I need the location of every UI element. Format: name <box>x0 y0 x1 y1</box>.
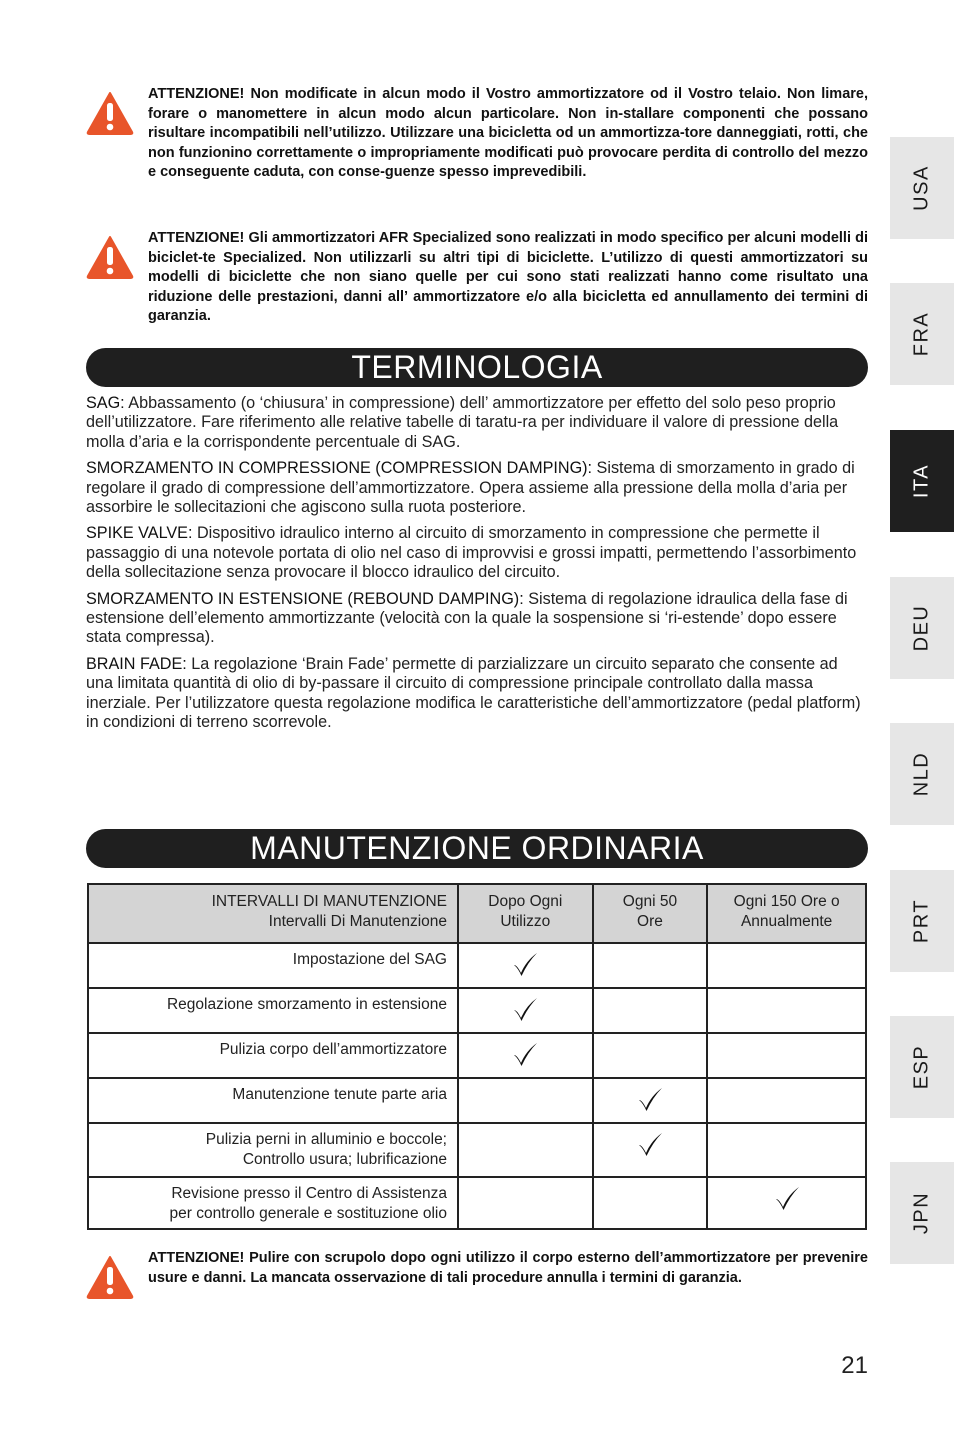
header-line: Ogni 150 Ore o <box>733 893 840 910</box>
task-label: Pulizia perni in alluminio e boccole; <box>205 1131 447 1148</box>
checkmark-icon <box>511 950 539 978</box>
header-after-each-use <box>458 884 593 943</box>
task-cell <box>88 1123 458 1177</box>
checkmark-icon <box>511 1040 539 1068</box>
header-line: Annualmente <box>740 913 833 930</box>
tab-label: ESP <box>910 1044 933 1090</box>
task-label: Manutenzione tenute parte aria <box>232 1086 447 1103</box>
interval-cell <box>593 943 708 988</box>
tab-jpn[interactable] <box>890 1162 954 1264</box>
interval-cell <box>458 1123 593 1177</box>
term-definition: Dispositivo idraulico interno al circuito di smorzamento in compressione che permette il passaggio di una notevole portata di olio nel caso di improvvisi e grossi impatti, permettendo l’assorbimento della sollecitazione senza provocare il blocco idraulico del circuito. <box>86 524 857 582</box>
tab-label: DEU <box>910 604 933 652</box>
table-row <box>88 1078 866 1123</box>
table-row <box>88 1177 866 1229</box>
term-key: SPIKE VALVE: <box>86 524 193 543</box>
checkmark-icon <box>511 995 539 1023</box>
terminology-list <box>86 394 866 740</box>
section-title-terminology: TERMINOLOGIA <box>86 348 868 387</box>
interval-cell <box>707 1177 866 1229</box>
interval-cell <box>458 1078 593 1123</box>
header-task-title: INTERVALLI DI MANUTENZIONE <box>211 893 447 910</box>
checkmark-icon <box>636 1085 664 1113</box>
tab-label: NLD <box>910 751 933 797</box>
checkmark-icon <box>773 1184 801 1212</box>
header-line: Ore <box>637 913 663 930</box>
task-label: Regolazione smorzamento in estensione <box>166 996 447 1013</box>
task-cell <box>88 1177 458 1229</box>
header-task-subtitle: Intervalli Di Manutenzione <box>268 913 447 930</box>
term-definition: La regolazione ‘Brain Fade’ permette di parzializzare un circuito separato che consente ad una limitata quantità di olio di by-passare il circuito di compressione principale controllato dalla massa inerziale. Per l’utilizzatore questa regolazione modifica le caratteristiche dell’ammortizzatore (pedal platform) in condizioni di terreno scorrevole. <box>86 654 861 732</box>
interval-cell <box>593 1033 708 1078</box>
interval-cell <box>593 1078 708 1123</box>
term-compression-damping <box>86 459 866 517</box>
interval-cell <box>593 988 708 1033</box>
interval-cell <box>707 988 866 1033</box>
task-cell <box>88 1033 458 1078</box>
task-label: Impostazione del SAG <box>292 951 447 968</box>
warning-notice-1 <box>86 85 868 183</box>
header-line: Utilizzo <box>500 913 551 930</box>
term-sag <box>86 394 866 452</box>
table-row <box>88 988 866 1033</box>
term-spike-valve <box>86 524 866 582</box>
interval-cell <box>707 1078 866 1123</box>
interval-cell <box>458 1177 593 1229</box>
checkmark-icon <box>636 1130 664 1158</box>
tab-label: FRA <box>910 311 933 357</box>
table-header-row <box>88 884 866 943</box>
task-cell <box>88 943 458 988</box>
warning-icon <box>86 1255 134 1299</box>
language-tabs <box>890 0 954 1432</box>
table-row <box>88 1123 866 1177</box>
warning-icon <box>86 235 134 279</box>
interval-cell <box>707 943 866 988</box>
term-rebound-damping <box>86 590 866 648</box>
header-task <box>88 884 458 943</box>
warning-notice-2 <box>86 229 868 327</box>
interval-cell <box>707 1033 866 1078</box>
tab-label: USA <box>910 165 933 211</box>
term-definition: Abbassamento (o ‘chiusura’ in compressione) dell’ ammortizzatore per effetto del solo peso proprio dell’utilizzatore. Fare riferimento alle relative tabelle di taratu-ra per individuare il valore di pressione della molla d’aria e la corrispondente percentuale di SAG. <box>86 394 839 451</box>
interval-cell <box>593 1123 708 1177</box>
table-row <box>88 943 866 988</box>
task-cell <box>88 1078 458 1123</box>
header-every-150-hours <box>707 884 866 943</box>
warning-text: ATTENZIONE! Gli ammortizzatori AFR Specialized sono realizzati in modo specifico per alcuni modelli di biciclet-te Specialized. Non utilizzarli su altri tipi di biciclette. L’utilizzo di questi ammortizzatori su modelli di biciclette che non siano quelle per cui sono stati realizzati hanno come risultato una riduzione delle prestazioni, danni all’ ammortizzatore e/o alla bicicletta ed annullamento dei termini di garanzia. <box>148 230 868 324</box>
tab-deu[interactable] <box>890 577 954 679</box>
tab-label: JPN <box>910 1191 933 1235</box>
tab-label: ITA <box>910 463 933 499</box>
term-key: SAG: <box>86 394 125 412</box>
task-label: Pulizia corpo dell’ammortizzatore <box>219 1041 447 1058</box>
header-line: Ogni 50 <box>622 893 678 910</box>
tab-fra[interactable] <box>890 283 954 385</box>
maintenance-table <box>87 883 867 1230</box>
tab-ita[interactable] <box>890 430 954 532</box>
warning-text: ATTENZIONE! Non modificate in alcun modo il Vostro ammortizzatore od il Vostro telaio. Non limare, forare o manomettere in alcun modo alcun particolare. Non in-stallare componenti che possano risultare incompatibili nell’utilizzo. Utilizzare una bicicletta od un ammortizza-tore danneggiati, rotti, che non funzionino correttamente o impropriamente modificati può provocare perdita di controllo del mezzo e conseguente caduta, con conse-guenze spesso imprevedibili. <box>148 86 868 180</box>
task-cell <box>88 988 458 1033</box>
interval-cell <box>593 1177 708 1229</box>
interval-cell <box>458 1033 593 1078</box>
task-label-line2: per controllo generale e sostituzione olio <box>169 1205 447 1222</box>
header-line: Dopo Ogni <box>488 893 563 910</box>
interval-cell <box>458 943 593 988</box>
term-brain-fade <box>86 655 866 733</box>
task-label-line2: Controllo usura; lubrificazione <box>242 1151 447 1168</box>
table-row <box>88 1033 866 1078</box>
interval-cell <box>458 988 593 1033</box>
warning-notice-3 <box>86 1249 868 1288</box>
page-number: 21 <box>841 1352 868 1379</box>
tab-label: PRT <box>910 898 933 944</box>
tab-esp[interactable] <box>890 1016 954 1118</box>
term-key: BRAIN FADE: <box>86 654 187 673</box>
tab-prt[interactable] <box>890 870 954 972</box>
warning-icon <box>86 91 134 135</box>
section-title-maintenance: MANUTENZIONE ORDINARIA <box>86 829 868 868</box>
task-label: Revisione presso il Centro di Assistenza <box>171 1185 447 1202</box>
term-definition: Sistema di smorzamento in grado di regolare il grado di compressione dell’ammortizzatore. Opera assieme alla pressione della molla d’aria per assorbire le sollecitazioni che agiscono sulla ruota posteriore. <box>86 459 855 517</box>
term-definition: Sistema di regolazione idraulica della fase di estensione dell’elemento ammortizzante (velocità con la quale la sospensione si ‘ri-estende’ dopo essere stata compressa). <box>86 589 848 647</box>
tab-nld[interactable] <box>890 723 954 825</box>
term-key: SMORZAMENTO IN ESTENSIONE (REBOUND DAMPING): <box>86 589 524 608</box>
term-key: SMORZAMENTO IN COMPRESSIONE (COMPRESSION DAMPING): <box>86 459 593 478</box>
interval-cell <box>707 1123 866 1177</box>
header-every-50-hours <box>593 884 708 943</box>
tab-usa[interactable] <box>890 137 954 239</box>
warning-text: ATTENZIONE! Pulire con scrupolo dopo ogni utilizzo il corpo esterno dell’ammortizzatore per prevenire usure e danni. La mancata osservazione di tali procedure annulla i termini di garanzia. <box>148 1250 868 1286</box>
